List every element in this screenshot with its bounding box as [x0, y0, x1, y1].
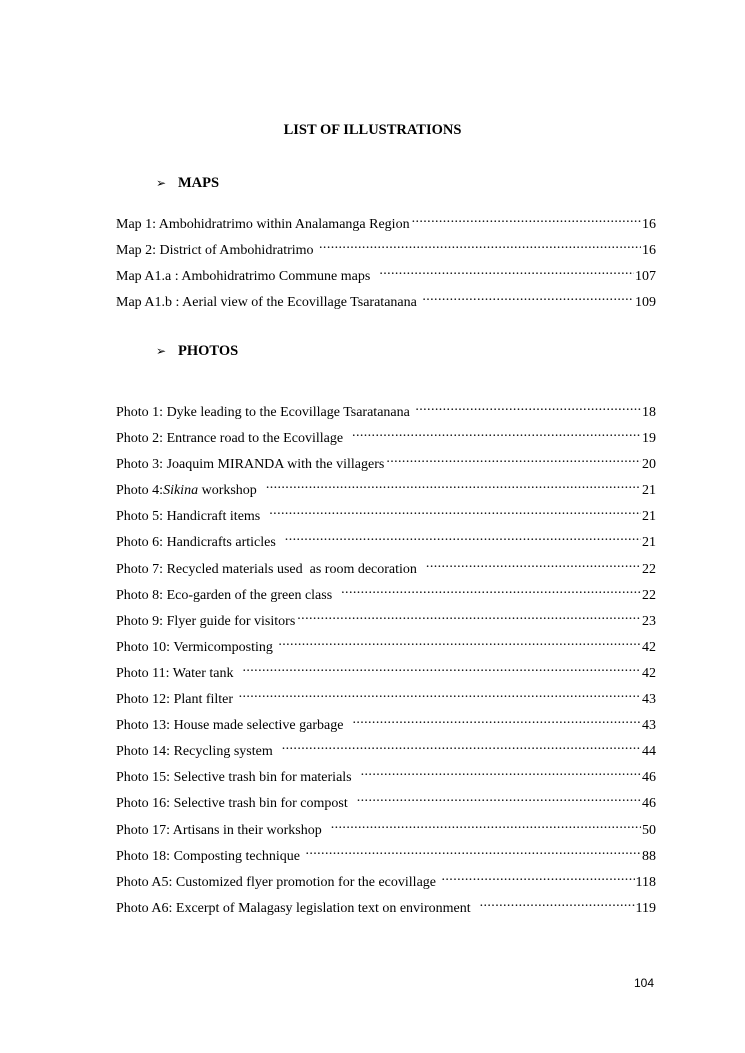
toc-entry-label: Photo 6: Handicrafts articles — [116, 535, 283, 551]
toc-entry-label: Photo 3: Joaquim MIRANDA with the villagers — [116, 457, 385, 473]
toc-entry — [116, 424, 656, 450]
toc-entry-page: 16 — [642, 217, 656, 232]
dot-leader — [282, 737, 641, 755]
dot-leader — [379, 262, 634, 280]
toc-entry — [116, 262, 656, 288]
toc-entry — [116, 236, 656, 262]
toc-entry — [116, 894, 656, 920]
toc-entry-page: 43 — [642, 718, 656, 734]
photos-list — [116, 398, 656, 920]
toc-entry-page: 22 — [642, 587, 656, 603]
toc-entry — [116, 685, 656, 711]
toc-entry-label-prefix: Photo 4: — [116, 483, 164, 499]
section-heading-photos — [156, 343, 238, 360]
dot-leader — [386, 450, 641, 468]
toc-entry-label: Photo 16: Selective trash bin for compost — [116, 796, 355, 812]
toc-entry — [116, 450, 656, 476]
toc-entry — [116, 789, 656, 815]
toc-entry-label-italic: Sikina — [163, 483, 199, 499]
dot-leader — [266, 476, 641, 494]
toc-entry-label: Photo 12: Plant filter — [116, 692, 237, 708]
arrow-bullet-icon: ➢ — [156, 344, 167, 358]
dot-leader — [357, 789, 641, 807]
toc-entry-label: Photo A6: Excerpt of Malagasy legislation text on environment — [116, 900, 478, 916]
toc-entry-page: 118 — [635, 874, 656, 890]
dot-leader — [285, 528, 641, 546]
toc-entry — [116, 659, 656, 685]
toc-entry-label: Map A1.a : Ambohidratrimo Commune maps — [116, 269, 378, 285]
toc-entry-label: Map 1: Ambohidratrimo within Analamanga Region — [116, 217, 410, 232]
toc-entry-label: Photo 2: Entrance road to the Ecovillage — [116, 431, 351, 447]
toc-entry-page: 109 — [635, 295, 656, 311]
toc-entry-page: 23 — [642, 613, 656, 629]
maps-list — [116, 210, 656, 314]
toc-entry-label: Photo A5: Customized flyer promotion for the ecovillage — [116, 874, 440, 890]
toc-entry-label: Photo 7: Recycled materials used as room decoration — [116, 561, 424, 577]
toc-entry-page: 44 — [642, 744, 656, 760]
toc-entry — [116, 528, 656, 554]
toc-entry — [116, 210, 656, 236]
dot-leader — [361, 763, 641, 781]
toc-entry-label: Photo 15: Selective trash bin for materials — [116, 770, 359, 786]
dot-leader — [442, 868, 635, 886]
toc-entry-page: 18 — [642, 405, 656, 420]
dot-leader — [352, 711, 641, 729]
dot-leader — [319, 236, 641, 254]
dot-leader — [269, 502, 641, 520]
toc-entry-page: 21 — [642, 535, 656, 551]
page-number: 104 — [633, 976, 654, 990]
toc-entry-label-suffix: workshop — [198, 483, 264, 499]
toc-entry-page: 107 — [635, 269, 656, 285]
dot-leader — [352, 424, 641, 442]
dot-leader — [239, 685, 641, 703]
dot-leader — [278, 633, 641, 651]
toc-entry-label: Photo 1: Dyke leading to the Ecovillage Tsaratanana — [116, 405, 414, 420]
dot-leader — [480, 894, 635, 912]
toc-entry-page: 16 — [642, 243, 656, 259]
toc-entry-page: 46 — [642, 770, 656, 786]
toc-entry-page: 88 — [642, 848, 656, 864]
dot-leader — [297, 607, 641, 625]
dot-leader — [412, 210, 641, 228]
toc-entry — [116, 476, 656, 502]
toc-entry — [116, 398, 656, 424]
dot-leader — [305, 842, 641, 860]
toc-entry — [116, 763, 656, 789]
toc-entry — [116, 633, 656, 659]
toc-entry-page: 19 — [642, 431, 656, 447]
toc-entry-page: 42 — [642, 665, 656, 681]
toc-entry-page: 21 — [642, 509, 656, 525]
toc-entry — [116, 288, 656, 314]
dot-leader — [426, 555, 641, 573]
toc-entry — [116, 816, 656, 842]
toc-entry-page: 42 — [642, 639, 656, 655]
toc-entry-label: Map 2: District of Ambohidratrimo — [116, 243, 318, 259]
toc-entry — [116, 555, 656, 581]
toc-entry-page: 50 — [642, 822, 656, 838]
dot-leader — [422, 288, 634, 306]
toc-entry-label: Photo 11: Water tank — [116, 665, 241, 681]
toc-entry — [116, 868, 656, 894]
toc-entry-page: 119 — [635, 900, 656, 916]
toc-entry-label: Photo 18: Composting technique — [116, 848, 304, 864]
toc-entry-label: Photo 14: Recycling system — [116, 744, 280, 760]
page-title: LIST OF ILLUSTRATIONS — [283, 122, 462, 138]
dot-leader — [242, 659, 641, 677]
toc-entry-label: Map A1.b : Aerial view of the Ecovillage Tsaratanana — [116, 295, 421, 311]
toc-entry — [116, 607, 656, 633]
section-heading-maps — [156, 175, 219, 192]
arrow-bullet-icon: ➢ — [156, 176, 167, 190]
toc-entry — [116, 737, 656, 763]
toc-entry-page: 43 — [642, 692, 656, 708]
toc-entry — [116, 711, 656, 737]
toc-entry — [116, 502, 656, 528]
section-heading-label: MAPS — [178, 175, 220, 191]
toc-entry-page: 20 — [642, 457, 656, 473]
toc-entry — [116, 842, 656, 868]
dot-leader — [415, 398, 641, 416]
toc-entry-page: 21 — [642, 483, 656, 499]
toc-entry-label: Photo 5: Handicraft items — [116, 509, 268, 525]
toc-entry-label: Photo 8: Eco-garden of the green class — [116, 587, 340, 603]
toc-entry-label: Photo 13: House made selective garbage — [116, 718, 351, 734]
toc-entry-label: Photo 17: Artisans in their workshop — [116, 822, 329, 838]
toc-entry-label: Photo 10: Vermicomposting — [116, 639, 277, 655]
dot-leader — [341, 581, 641, 599]
dot-leader — [331, 816, 641, 834]
toc-entry-page: 46 — [642, 796, 656, 812]
toc-entry — [116, 581, 656, 607]
toc-entry-label — [116, 482, 266, 500]
section-heading-label: PHOTOS — [178, 343, 239, 359]
toc-entry-page: 22 — [642, 561, 656, 577]
toc-entry-label: Photo 9: Flyer guide for visitors — [116, 613, 296, 629]
